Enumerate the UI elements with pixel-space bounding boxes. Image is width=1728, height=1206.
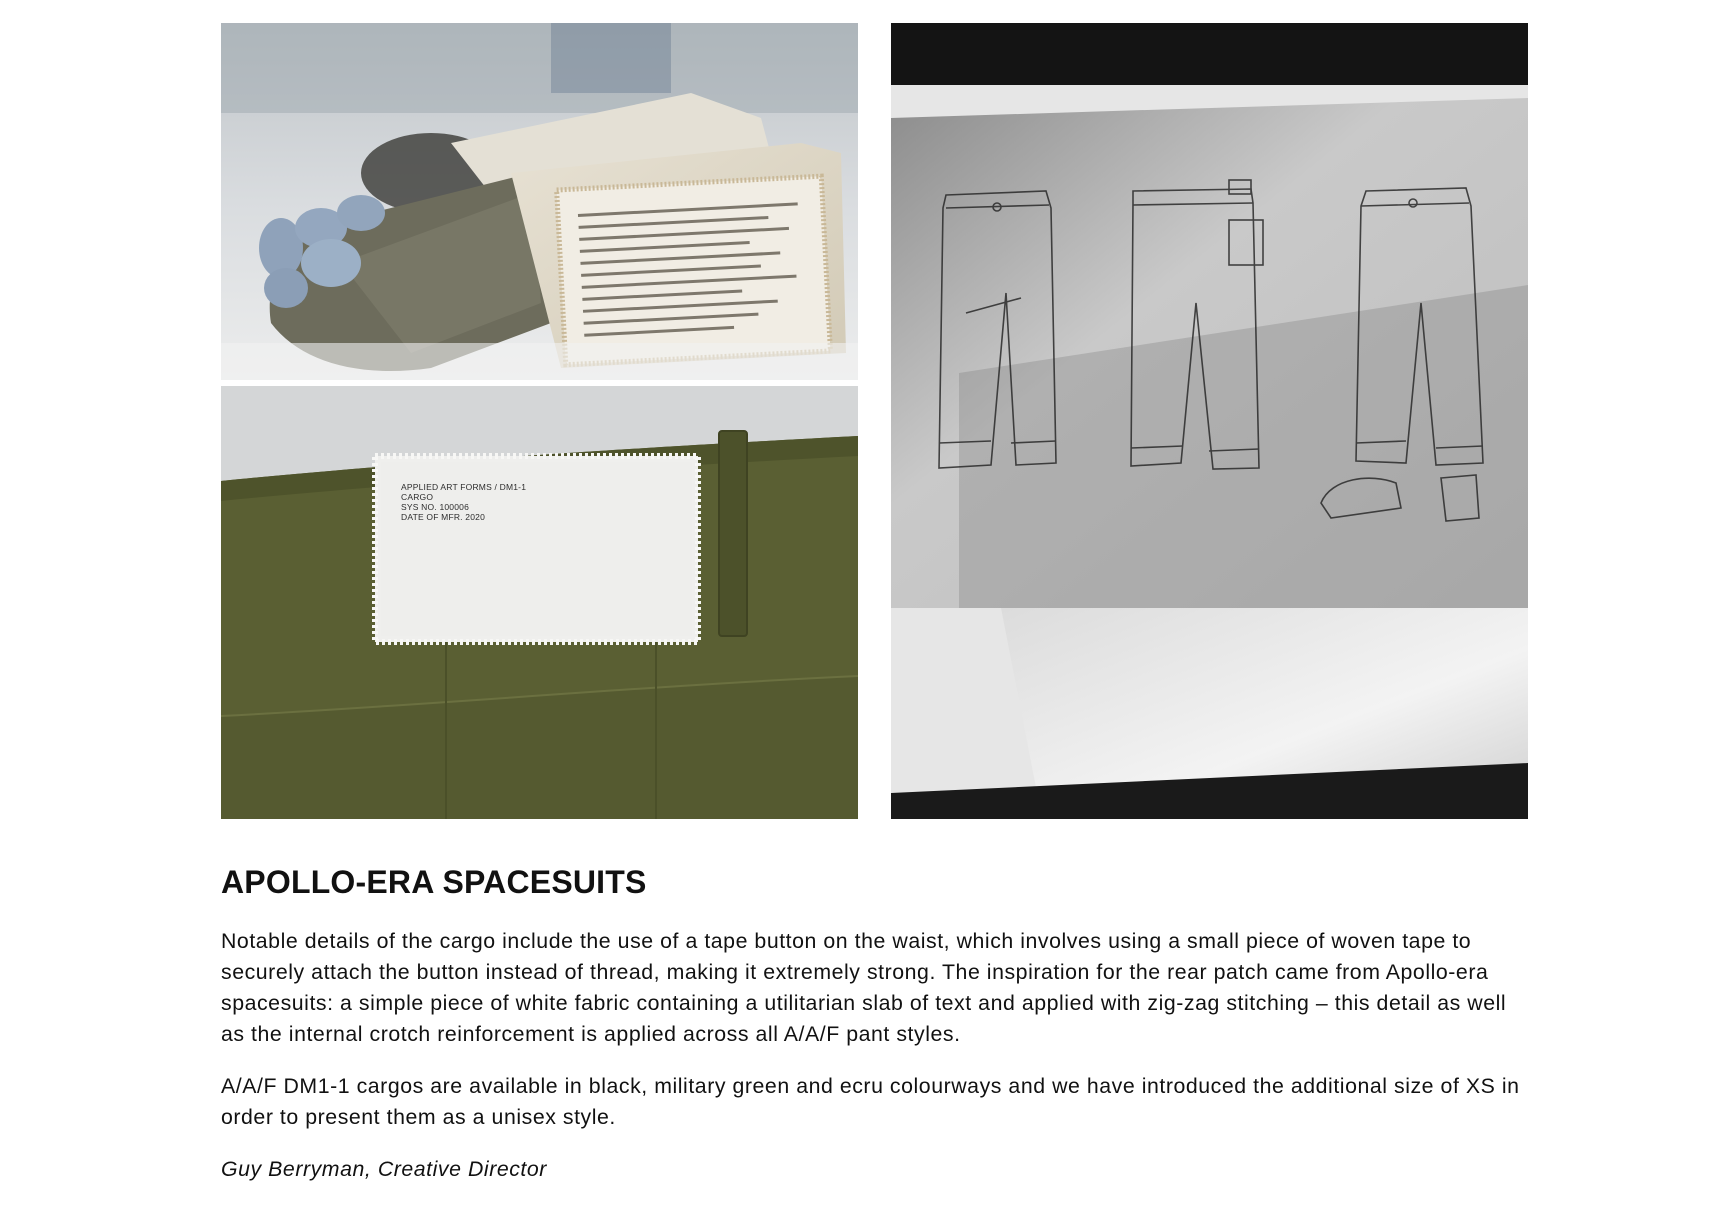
article-paragraph: A/A/F DM1-1 cargos are available in black, military green and ecru colourways and we have introduced the additional size of XS in order to present them as a unisex style. xyxy=(221,1074,1520,1129)
spacesuit-glove-illustration xyxy=(221,23,858,380)
patch-label-line: APPLIED ART FORMS / DM1-1 xyxy=(401,482,527,492)
pants-sketch-lightbox-photo xyxy=(891,23,1528,819)
article-heading: APOLLO-ERA SPACESUITS xyxy=(221,864,647,900)
cargo-pants-patch-photo xyxy=(221,386,858,819)
patch-label-text xyxy=(401,482,526,522)
patch-label-line: DATE OF MFR. 2020 xyxy=(401,512,486,522)
article-section xyxy=(221,862,1531,1185)
patch-label-line: SYS NO. 100006 xyxy=(401,502,470,512)
article-credit: Guy Berryman, Creative Director xyxy=(221,1157,547,1181)
article-paragraph: Notable details of the cargo include the use of a tape button on the waist, which involves using a small piece of woven tape to securely attach the button instead of thread, making it extremely strong. The inspiration for the rear patch came from Apollo-era spacesuits: a simple piece of white fabric containing a utilitarian slab of text and applied with zig-zag stitching – this detail as well as the internal crotch reinforcement is applied across all A/A/F pant styles. xyxy=(221,929,1507,1046)
patch-label-line: CARGO xyxy=(401,492,434,502)
pants-sketch-illustration xyxy=(891,23,1528,819)
cargo-pants-illustration xyxy=(221,386,858,819)
spacesuit-glove-photo xyxy=(221,23,858,380)
